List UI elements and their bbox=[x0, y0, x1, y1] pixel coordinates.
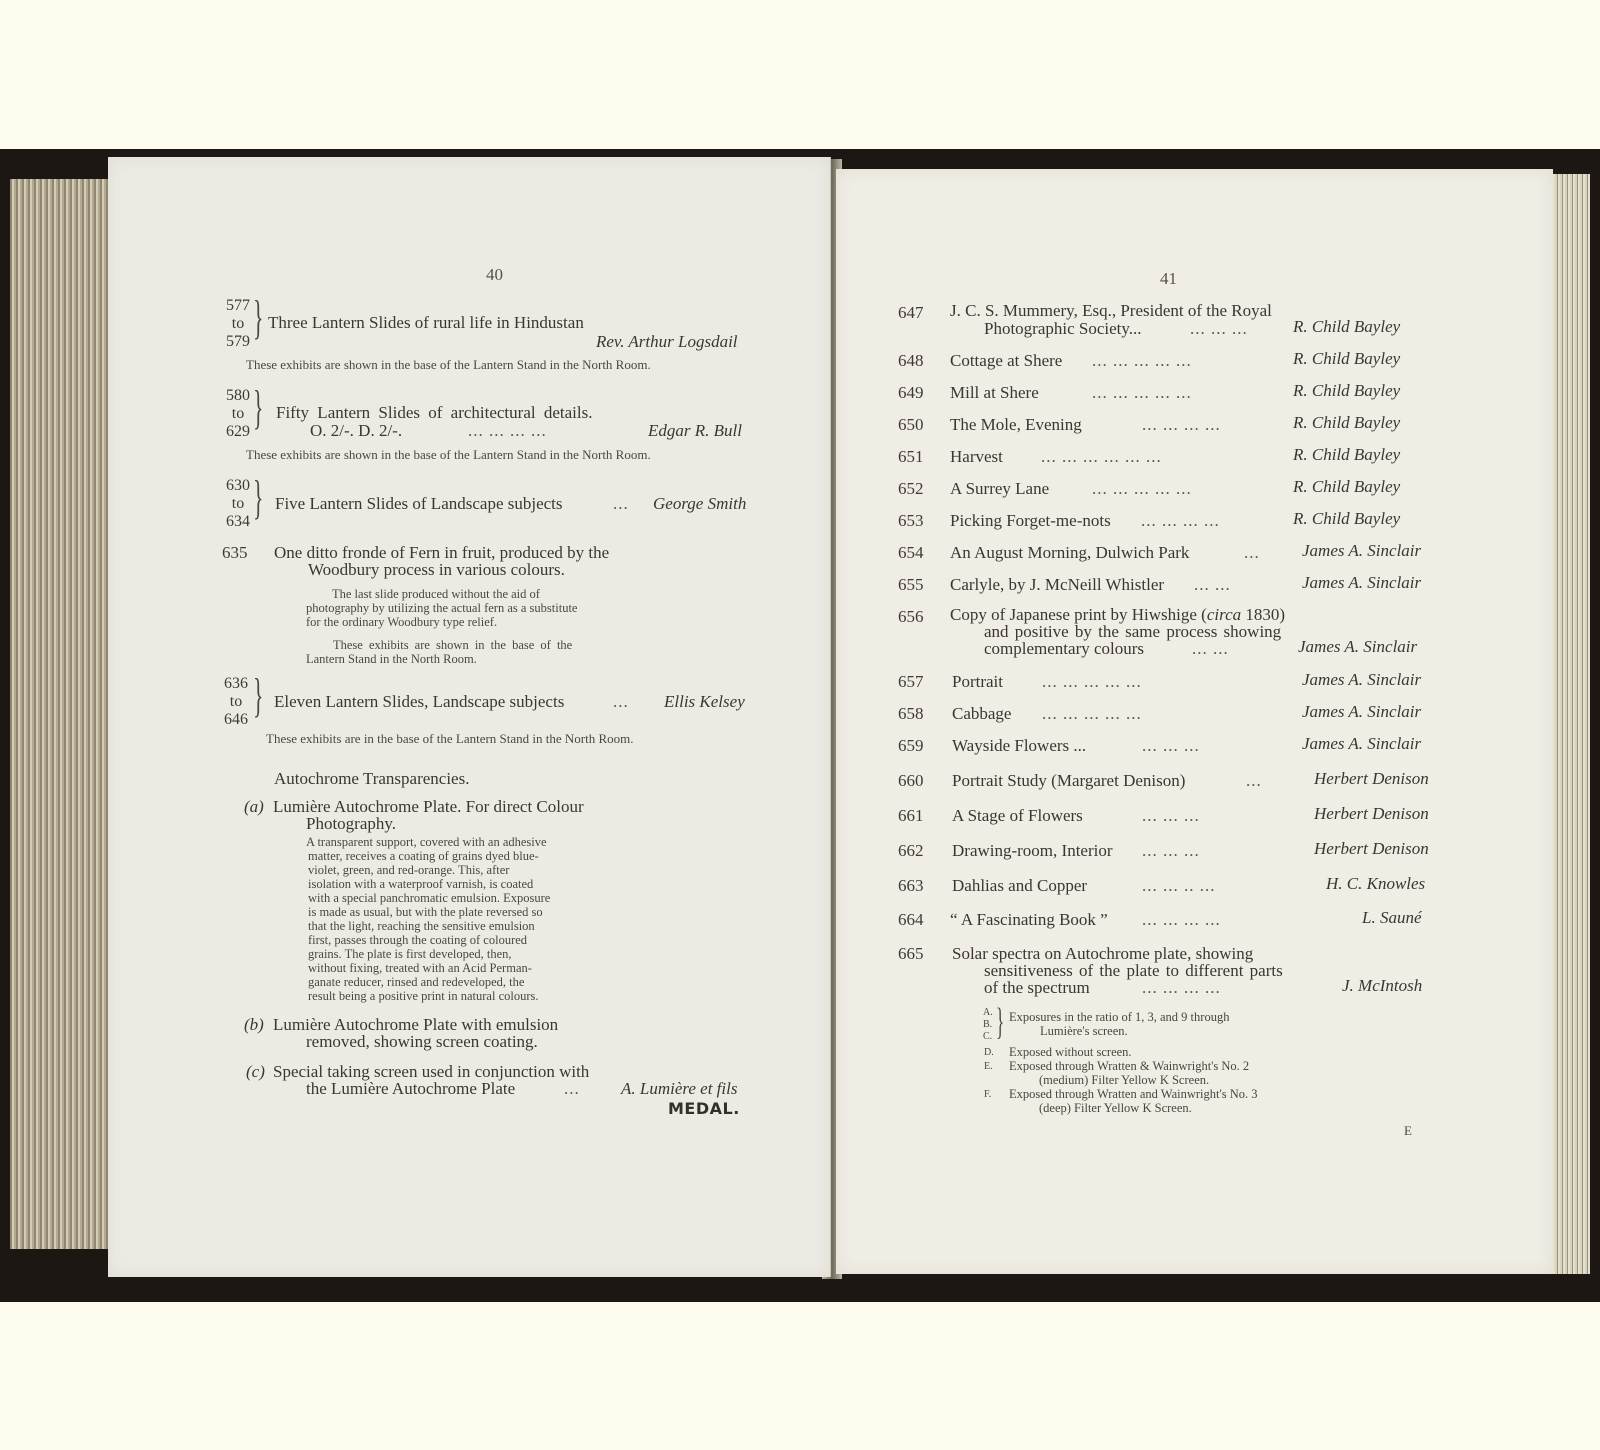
item-line: Lumière Autochrome Plate with emulsion bbox=[273, 1015, 559, 1034]
brace-icon: } bbox=[253, 381, 264, 434]
leader-dots: ... bbox=[1244, 543, 1260, 562]
leader-dots: ... ... ... ... ... ... bbox=[1041, 447, 1162, 466]
leader-dots: ... ... ... ... ... bbox=[1092, 383, 1192, 402]
entry-title: Carlyle, by J. McNeill Whistler bbox=[950, 575, 1165, 594]
entry-author: R. Child Bayley bbox=[1293, 445, 1401, 464]
entry-note: The last slide produced without the aid of bbox=[332, 587, 540, 601]
entry-number: 664 bbox=[898, 910, 924, 929]
entry-number: 661 bbox=[898, 806, 924, 825]
entry-author: Herbert Denison bbox=[1314, 839, 1429, 858]
entry-title: Picking Forget-me-nots bbox=[950, 511, 1111, 530]
open-book bbox=[0, 149, 1600, 1302]
leader-dots: ... ... ... bbox=[1142, 806, 1200, 825]
entry-author: James A. Sinclair bbox=[1302, 702, 1422, 721]
entry-author: R. Child Bayley bbox=[1293, 349, 1401, 368]
entry-number: 648 bbox=[898, 351, 924, 370]
entry-author: George Smith bbox=[653, 494, 747, 513]
entry-note: These exhibits are shown in the base of the Lantern Stand in the North Room. bbox=[246, 447, 651, 462]
entry-number: 660 bbox=[898, 771, 924, 790]
footnote-text: Exposed through Wratten and Wainwright's No. 3 bbox=[1009, 1087, 1258, 1101]
entry-title-line: J. C. S. Mummery, Esq., President of the Royal bbox=[950, 301, 1272, 320]
leader-dots: ... bbox=[613, 692, 629, 711]
item-line: the Lumière Autochrome Plate bbox=[306, 1079, 516, 1098]
entry-author: James A. Sinclair bbox=[1302, 734, 1422, 753]
entry-title-line: Woodbury process in various colours. bbox=[308, 560, 565, 579]
entry-note: Lantern Stand in the North Room. bbox=[306, 652, 477, 666]
item-label: (c) bbox=[246, 1062, 265, 1081]
leader-dots: ... ... ... ... ... bbox=[1092, 351, 1192, 370]
page-number: 41 bbox=[1160, 269, 1177, 288]
entry-note: These exhibits are shown in the base of the bbox=[333, 638, 573, 652]
entry-number: 652 bbox=[898, 479, 924, 498]
leader-dots: ... ... ... bbox=[1142, 736, 1200, 755]
entry-author: A. Lumière et fils bbox=[621, 1079, 738, 1098]
entry-number: 657 bbox=[898, 672, 924, 691]
entry-title: Dahlias and Copper bbox=[952, 876, 1088, 895]
entry-title: Harvest bbox=[950, 447, 1003, 466]
entry-title-line: One ditto fronde of Fern in fruit, produced by the bbox=[274, 543, 610, 562]
footnote-text: Exposed without screen. bbox=[1009, 1045, 1132, 1059]
leader-dots: ... ... ... ... bbox=[1142, 910, 1221, 929]
page-number: 40 bbox=[486, 265, 503, 284]
entry-title-line: and positive by the same process showing bbox=[984, 622, 1282, 641]
entry-title: A Stage of Flowers bbox=[952, 806, 1083, 825]
entry-author: R. Child Bayley bbox=[1293, 509, 1401, 528]
award-stamp: MEDAL. bbox=[668, 1099, 740, 1118]
entry-number: 654 bbox=[898, 543, 924, 562]
leader-dots: ... ... ... ... bbox=[1142, 978, 1221, 997]
brace-icon: } bbox=[253, 471, 264, 524]
entry-author: R. Child Bayley bbox=[1293, 381, 1401, 400]
leader-dots: ... ... ... ... ... bbox=[1042, 704, 1142, 723]
entry-title: Mill at Shere bbox=[950, 383, 1039, 402]
footnote-text: Lumière's screen. bbox=[1040, 1024, 1128, 1038]
leader-dots: ... ... bbox=[1194, 575, 1231, 594]
entry-author: Ellis Kelsey bbox=[664, 692, 745, 711]
leader-dots: ... ... bbox=[1192, 639, 1229, 658]
entry-title: Drawing-room, Interior bbox=[952, 841, 1113, 860]
entry-range: 580 to 629 bbox=[226, 387, 250, 440]
entry-author: R. Child Bayley bbox=[1293, 477, 1401, 496]
section-heading: Autochrome Transparencies. bbox=[274, 769, 470, 788]
entry-number: 656 bbox=[898, 607, 924, 626]
entry-title: An August Morning, Dulwich Park bbox=[950, 543, 1190, 562]
entry-title-line: Copy of Japanese print by Hiwshige (circa 1830) bbox=[950, 605, 1286, 624]
footnote-text: Exposed through Wratten & Wainwright's No. 2 bbox=[1009, 1059, 1250, 1073]
right-page bbox=[836, 169, 1553, 1274]
entry-author: James A. Sinclair bbox=[1298, 637, 1418, 656]
leader-dots: ... bbox=[613, 494, 629, 513]
footnote-label: D. bbox=[984, 1047, 994, 1058]
footnote-text: (medium) Filter Yellow K Screen. bbox=[1039, 1073, 1210, 1087]
entry-title-line: Solar spectra on Autochrome plate, showing bbox=[952, 944, 1254, 963]
entry-note: photography by utilizing the actual fern as a substitute bbox=[306, 601, 578, 615]
footnote-label: F. bbox=[984, 1089, 992, 1100]
left-page bbox=[108, 157, 831, 1277]
entry-number: 649 bbox=[898, 383, 924, 402]
leader-dots: ... ... .. ... bbox=[1142, 876, 1216, 895]
leader-dots: ... ... ... bbox=[1142, 841, 1200, 860]
entry-author: James A. Sinclair bbox=[1302, 573, 1422, 592]
entry-number: 659 bbox=[898, 736, 924, 755]
entry-number: 658 bbox=[898, 704, 924, 723]
leader-dots: ... ... ... ... ... bbox=[1092, 479, 1192, 498]
entry-author: Rev. Arthur Logsdail bbox=[596, 332, 738, 351]
entry-title: “ A Fascinating Book ” bbox=[950, 910, 1108, 929]
entry-range: 577 to 579 bbox=[226, 297, 250, 350]
entry-author: Herbert Denison bbox=[1314, 769, 1429, 788]
entry-author: R. Child Bayley bbox=[1293, 413, 1401, 432]
entry-number: 663 bbox=[898, 876, 924, 895]
entry-title: Portrait bbox=[952, 672, 1003, 691]
signature-mark: E bbox=[1404, 1123, 1412, 1138]
entry-number: 653 bbox=[898, 511, 924, 530]
entry-title: The Mole, Evening bbox=[950, 415, 1082, 434]
entry-number: 651 bbox=[898, 447, 924, 466]
entry-title: Cottage at Shere bbox=[950, 351, 1063, 370]
entry-author: H. C. Knowles bbox=[1326, 874, 1426, 893]
leader-dots: ... ... ... ... bbox=[1141, 511, 1220, 530]
footnote-text: Exposures in the ratio of 1, 3, and 9 through bbox=[1009, 1010, 1230, 1024]
entry-title: Three Lantern Slides of rural life in Hindustan bbox=[268, 313, 584, 332]
entry-number: 655 bbox=[898, 575, 924, 594]
item-line: removed, showing screen coating. bbox=[306, 1032, 538, 1051]
entry-author: L. Sauné bbox=[1362, 908, 1422, 927]
entry-author: Edgar R. Bull bbox=[648, 421, 742, 440]
item-label: (a) bbox=[244, 797, 264, 816]
brace-icon: } bbox=[996, 1001, 1005, 1043]
entry-author: J. McIntosh bbox=[1342, 976, 1423, 995]
leader-dots: ... ... ... ... bbox=[1142, 415, 1221, 434]
entry-title-line: sensitiveness of the plate to different parts bbox=[984, 961, 1283, 980]
leader-dots: ... bbox=[564, 1079, 580, 1098]
entry-number: 665 bbox=[898, 944, 924, 963]
entry-author: James A. Sinclair bbox=[1302, 541, 1422, 560]
footnote-label: E. bbox=[984, 1061, 993, 1072]
leader-dots: ... ... ... ... bbox=[468, 421, 547, 440]
leader-dots: ... ... ... ... ... bbox=[1042, 672, 1142, 691]
footnote-text: (deep) Filter Yellow K Screen. bbox=[1039, 1101, 1192, 1115]
entry-title-line: complementary colours bbox=[984, 639, 1145, 658]
entry-title: Cabbage bbox=[952, 704, 1012, 723]
item-description: A transparent support, covered with an adhesive matter, receives a coating of grains dyed blue- violet, green, and red-orange. This, after isolation with a waterproof varnish, is coated with a special panchromatic emulsion. Exposure is made as usual, but with the plate reversed so that the light, reaching the sensitive emulsion first, passes through the coating of coloured grains. The plate is first developed, then, without fixing, treated with an Acid Perman- ganate reducer, rinsed and redeveloped, the result being a positive print in natural colours. bbox=[306, 835, 551, 1003]
entry-title: Fifty Lantern Slides of architectural details. bbox=[276, 403, 593, 422]
item-label: (b) bbox=[244, 1015, 264, 1034]
entry-author: James A. Sinclair bbox=[1302, 670, 1422, 689]
item-line: Photography. bbox=[306, 814, 397, 833]
brace-icon: } bbox=[253, 669, 264, 722]
item-line: Special taking screen used in conjunction with bbox=[273, 1062, 590, 1081]
entry-author: R. Child Bayley bbox=[1293, 317, 1401, 336]
entry-number: 647 bbox=[898, 303, 924, 322]
entry-title-line: Photographic Society... bbox=[984, 319, 1142, 338]
entry-title: A Surrey Lane bbox=[950, 479, 1050, 498]
left-page-edges bbox=[10, 179, 110, 1249]
entry-number: 650 bbox=[898, 415, 924, 434]
entry-range: 630 to 634 bbox=[226, 477, 250, 530]
entry-range: 636 to 646 bbox=[224, 675, 248, 728]
leader-dots: ... bbox=[1246, 771, 1262, 790]
entry-price: O. 2/-. D. 2/-. bbox=[310, 421, 403, 440]
entry-note: These exhibits are in the base of the Lantern Stand in the North Room. bbox=[266, 731, 634, 746]
entry-title: Five Lantern Slides of Landscape subjects bbox=[275, 494, 563, 513]
entry-title: Wayside Flowers ... bbox=[952, 736, 1087, 755]
leader-dots: ... ... ... bbox=[1190, 319, 1248, 338]
entry-title: Eleven Lantern Slides, Landscape subjects bbox=[274, 692, 565, 711]
entry-author: Herbert Denison bbox=[1314, 804, 1429, 823]
entry-number: 662 bbox=[898, 841, 924, 860]
brace-icon: } bbox=[253, 291, 264, 344]
entry-title: Portrait Study (Margaret Denison) bbox=[952, 771, 1186, 790]
entry-note: for the ordinary Woodbury type relief. bbox=[306, 615, 498, 629]
item-line: Lumière Autochrome Plate. For direct Colour bbox=[273, 797, 584, 816]
entry-note: These exhibits are shown in the base of the Lantern Stand in the North Room. bbox=[246, 357, 651, 372]
footnote-labels: A. B. C. bbox=[983, 1007, 993, 1042]
entry-number: 635 bbox=[222, 543, 248, 562]
entry-title-line: of the spectrum bbox=[984, 978, 1090, 997]
